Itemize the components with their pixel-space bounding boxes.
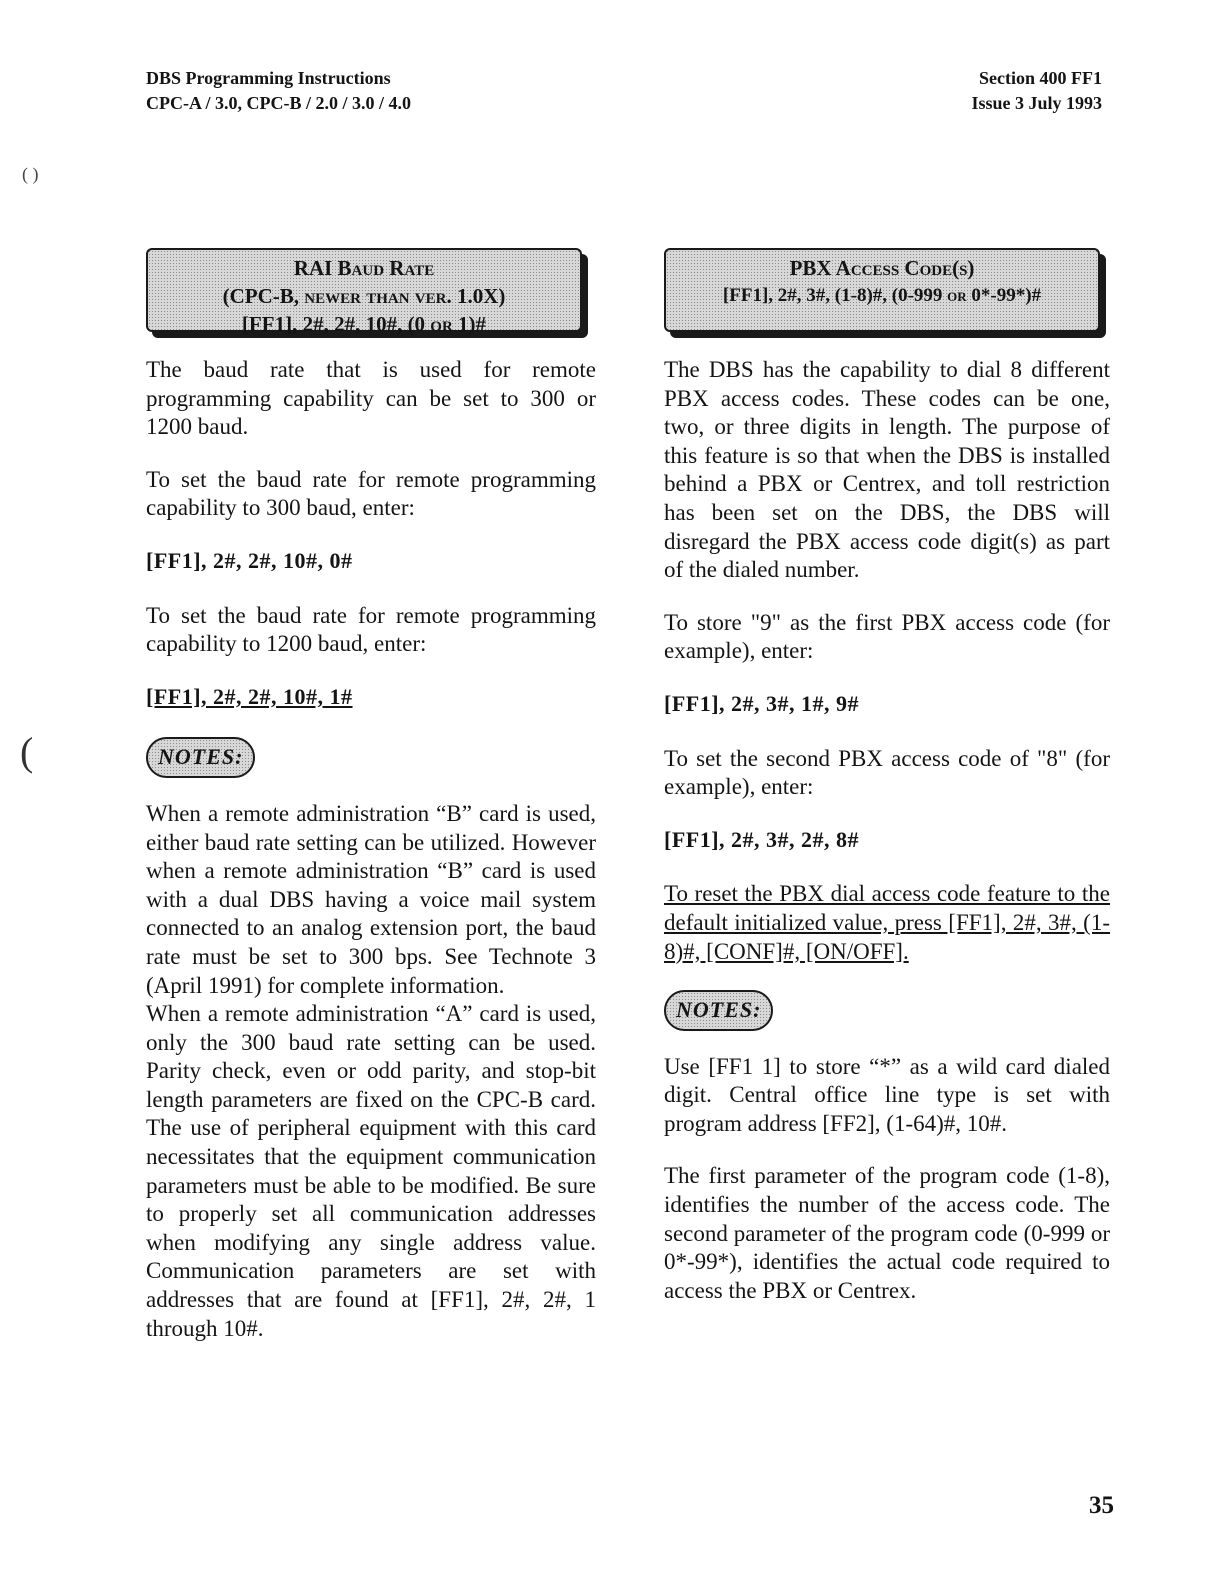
intro-paragraph: The DBS has the capability to dial 8 different PBX access codes. These codes can be one, two, or three digits in length. The purpose of this feature is so that when the DBS is installed behind a PBX or Centrex, and toll restriction has been set on the DBS, the DBS will disregard the PBX access code digit(s) as part of the dialed number.: [664, 357, 1110, 583]
box-program-code: [FF1], 2#, 3#, (1-8)#, (0-999 or 0*-99*)#: [722, 285, 1042, 306]
section-label: Section 400 FF1: [979, 68, 1102, 88]
instruction-first-code: To store "9" as the first PBX access code (for example), enter:: [664, 609, 1110, 664]
instruction-second-code: To set the second PBX access code of "8" (for example), enter:: [664, 745, 1110, 800]
notes-badge: NOTES:: [146, 737, 255, 778]
pbx-access-code-title-box: [664, 248, 1100, 332]
command-second-code: [FF1], 2#, 3#, 2#, 8#: [664, 826, 860, 852]
issue-date: Issue 3 July 1993: [971, 93, 1102, 113]
manual-versions: CPC-A / 3.0, CPC-B / 2.0 / 3.0 / 4.0: [146, 93, 411, 113]
margin-mark-middle: (: [20, 729, 34, 774]
box-title: RAI Baud Rate: [293, 256, 435, 280]
note-a-card: When a remote administration “A” card is used, only the 300 baud rate setting can be used. Parity check, even or odd parity, and stop-bit length parameters are fixed on the CPC-B card. The use of peripheral equipment with this card necessitates that the equipment communication parameters must be able to be modified. Be sure to properly set all communication addresses when modifying any single address value. Communication parameters are set with addresses that are found at [FF1], 2#, 2#, 1 through 10#.: [146, 1001, 596, 1341]
header-left: [146, 66, 411, 116]
intro-paragraph: The baud rate that is used for remote programming capability can be set to 300 or 1200 baud.: [146, 357, 596, 440]
box-title: PBX Access Code(s): [789, 256, 975, 280]
note-parameters: The first parameter of the program code (1-8), identifies the number of the access code. The second parameter of the program code (0-999 or 0*-99*), identifies the actual code required to access the PBX or Centrex.: [664, 1163, 1110, 1303]
right-column: [664, 248, 1110, 1305]
note-b-card: When a remote administration “B” card is used, either baud rate setting can be utilized. However when a remote administration “B” card is used with a dual DBS having a voice mail system connected to an analog extension port, the baud rate must be set to 300 bps. See Technote 3 (April 1991) for complete information.: [146, 800, 596, 998]
rai-baud-rate-title-box: [146, 248, 582, 336]
note-wild-card: Use [FF1 1] to store “*” as a wild card dialed digit. Central office line type is set with program address [FF2], (1-64)#, 10#.: [664, 1053, 1110, 1136]
notes-badge: NOTES:: [664, 990, 773, 1031]
command-first-code: [FF1], 2#, 3#, 1#, 9#: [664, 690, 860, 716]
command-1200-baud: [FF1], 2#, 2#, 10#, 1#: [146, 683, 353, 709]
instruction-1200: To set the baud rate for remote programming capability to 1200 baud, enter:: [146, 602, 596, 657]
header-right: [918, 66, 1102, 116]
command-300-baud: [FF1], 2#, 2#, 10#, 0#: [146, 547, 353, 573]
margin-mark-top: ( ): [22, 164, 39, 184]
page-number: 35: [1089, 1492, 1114, 1519]
reset-instruction: To reset the PBX dial access code feature to the default initialized value, press [FF1], 2#, 3#, (1-8)#, [CONF]#, [ON/OFF].: [664, 881, 1110, 964]
box-subtitle: (CPC-B, newer than ver. 1.0X): [222, 284, 506, 308]
left-column: [146, 248, 596, 1343]
instruction-300: To set the baud rate for remote programming capability to 300 baud, enter:: [146, 466, 596, 521]
manual-title: DBS Programming Instructions: [146, 68, 391, 88]
box-program-code: [FF1], 2#, 2#, 10#, (0 or 1)#: [241, 312, 487, 336]
